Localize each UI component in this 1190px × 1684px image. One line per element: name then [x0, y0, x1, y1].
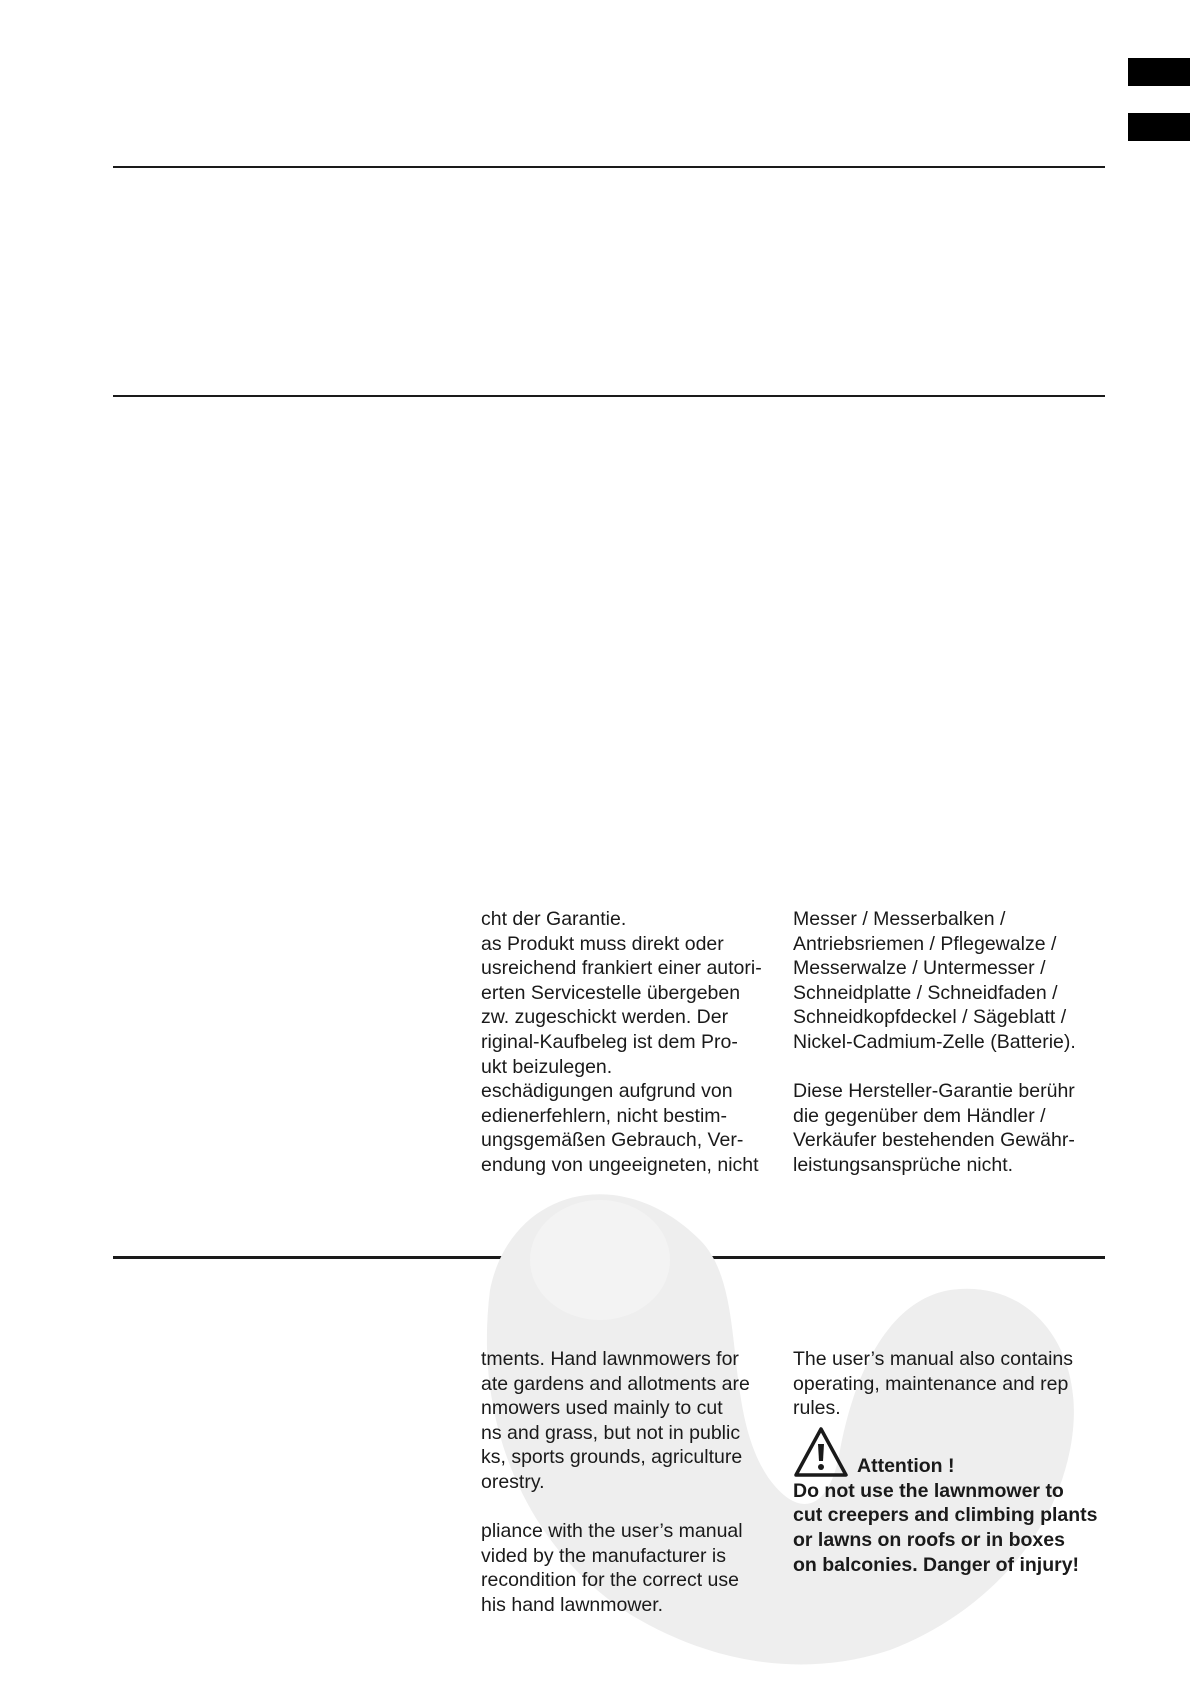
- excluded-parts-line: Antriebsriemen / Pflegewalze /: [793, 932, 1057, 955]
- text-line: zw. zugeschickt werden. Der: [481, 1006, 729, 1029]
- text-line: as Produkt muss direkt oder: [481, 932, 724, 955]
- text-line: ukt beizulegen.: [481, 1055, 613, 1078]
- section-divider-middle: [113, 395, 1105, 397]
- text-line: endung von ungeeigneten, nicht: [481, 1153, 759, 1176]
- usage-text-column-right: [793, 1347, 1098, 1577]
- text-line: cht der Garantie.: [481, 908, 627, 930]
- text-line: riginal-Kaufbeleg ist dem Pro-: [481, 1030, 738, 1053]
- text-line: operating, maintenance and rep: [793, 1372, 1069, 1395]
- text-line: ns and grass, but not in public: [481, 1421, 741, 1444]
- text-line: ungsgemäßen Gebrauch, Ver-: [481, 1129, 744, 1152]
- paragraph-gap: [793, 1055, 1076, 1080]
- usage-text-column-middle: [481, 1347, 750, 1618]
- excluded-parts-line: Messerwalze / Untermesser /: [793, 957, 1046, 980]
- text-line: recondition for the correct use: [481, 1569, 739, 1592]
- excluded-parts-line: Nickel-Cadmium-Zelle (Batterie).: [793, 1030, 1076, 1053]
- text-line: orestry.: [481, 1470, 545, 1493]
- text-line: pliance with the user’s manual: [481, 1520, 743, 1543]
- text-line: his hand lawnmower.: [481, 1593, 664, 1616]
- text-line: rules.: [793, 1397, 841, 1420]
- text-line: erten Servicestelle übergeben: [481, 981, 741, 1004]
- garantie-text-column-middle: [481, 907, 762, 1178]
- attention-heading: [793, 1421, 1098, 1479]
- garantie-text-column-right: [793, 907, 1076, 1178]
- attention-title: Attention !: [857, 1455, 955, 1478]
- excluded-parts-line: Schneidkopfdeckel / Sägeblatt /: [793, 1006, 1067, 1029]
- text-line: ate gardens and allotments are: [481, 1372, 750, 1395]
- text-line: Diese Hersteller-Garantie berühr: [793, 1080, 1075, 1103]
- text-line: nmowers used mainly to cut: [481, 1397, 723, 1420]
- text-line: Verkäufer bestehenden Gewähr-: [793, 1129, 1075, 1152]
- text-line: eschädigungen aufgrund von: [481, 1080, 733, 1103]
- text-line: usreichend frankiert einer autori-: [481, 957, 762, 980]
- warning-text-line: cut creepers and climbing plants: [793, 1504, 1098, 1527]
- language-tab-marker-de: [1128, 58, 1190, 86]
- excluded-parts-line: Schneidplatte / Schneidfaden /: [793, 981, 1058, 1004]
- excluded-parts-line: Messer / Messerbalken /: [793, 908, 1006, 930]
- warning-text-line: or lawns on roofs or in boxes: [793, 1528, 1065, 1551]
- text-line: tments. Hand lawnmowers for: [481, 1348, 739, 1370]
- text-line: ks, sports grounds, agriculture: [481, 1446, 743, 1469]
- text-line: vided by the manufacturer is: [481, 1544, 726, 1567]
- section-divider-top: [113, 166, 1105, 168]
- warning-text-line: on balconies. Danger of injury!: [793, 1553, 1080, 1576]
- warning-triangle-icon: [793, 1425, 849, 1479]
- text-line: The user’s manual also contains: [793, 1348, 1074, 1370]
- text-line: leistungsansprüche nicht.: [793, 1153, 1014, 1176]
- warning-text-line: Do not use the lawnmower to: [793, 1479, 1064, 1502]
- text-line: edienerfehlern, nicht bestim-: [481, 1104, 728, 1127]
- text-line: die gegenüber dem Händler /: [793, 1104, 1046, 1127]
- language-tab-marker-en: [1128, 113, 1190, 141]
- paragraph-gap: [481, 1495, 750, 1520]
